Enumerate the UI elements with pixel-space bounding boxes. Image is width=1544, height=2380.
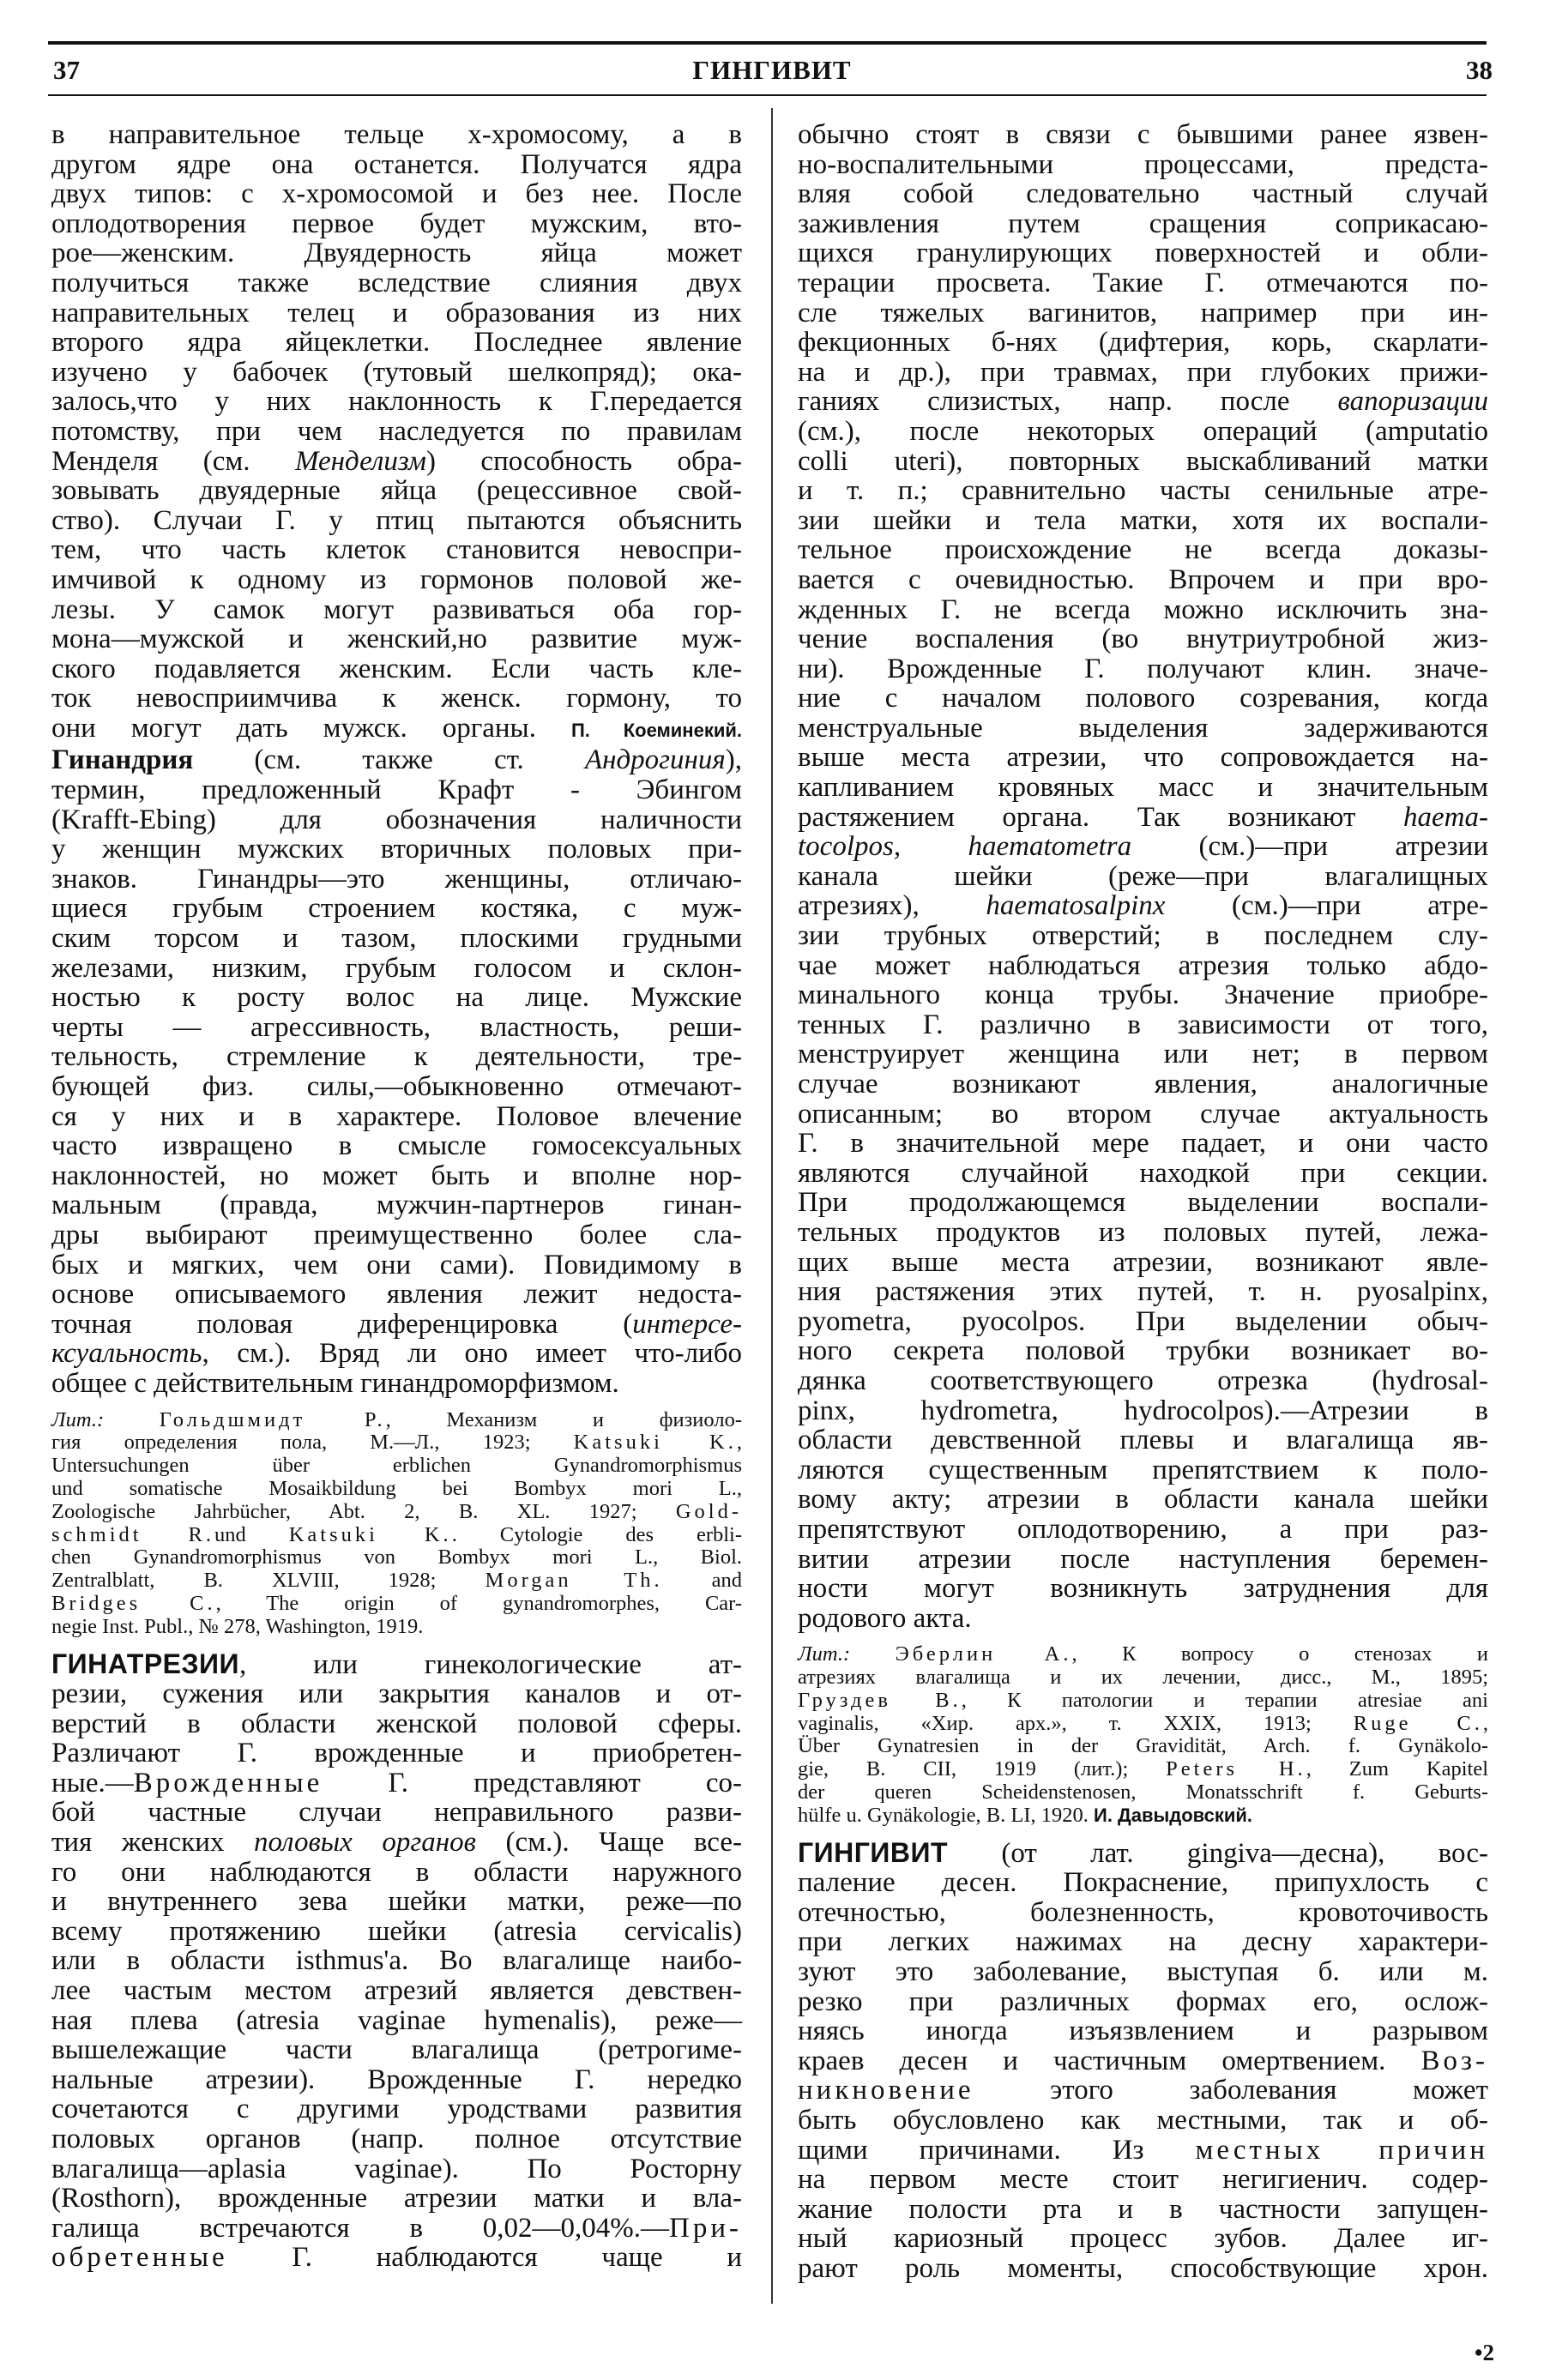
text-line: являются случайной находкой при секции.: [798, 1157, 1488, 1189]
text-line: дры выбирают преимущественно более сла-: [51, 1219, 742, 1250]
text-line: паление десен. Покраснение, припухлость с: [798, 1867, 1488, 1899]
text-line: лезы. У самок могут развиваться оба гор-: [51, 593, 742, 625]
text-line: но-воспалительными процессами, предста-: [798, 148, 1488, 180]
text-run: ганиях слизистых, напр. после: [798, 386, 1338, 418]
text-line: няясь иногда изъязвлением и разрывом: [798, 2015, 1488, 2047]
text-line: вышележащие части влагалища (ретрогиме-: [51, 2034, 742, 2066]
text-line: бых и мягких, чем они сами). Повидимому в: [51, 1249, 742, 1280]
text-line: ским торсом и тазом, плоскими грудными: [51, 923, 742, 955]
text-run: этого заболевания может: [974, 2075, 1488, 2106]
literature-line: [51, 1431, 742, 1455]
text-line: [798, 832, 1488, 862]
text-line: области девственной плевы и влагалища яв-: [798, 1425, 1488, 1456]
text-line: рое—женским. Двуядерность яйца может: [51, 238, 742, 269]
text-line: зии трубных отверстий; в последнем слу-: [798, 920, 1488, 952]
text-line: железами, низким, грубым голосом и склон-: [51, 952, 742, 984]
text-line: [51, 2243, 742, 2273]
lit-author: Эберлин А.: [895, 1642, 1072, 1666]
text-line: вляя собой следовательно частный случай: [798, 178, 1488, 210]
text-run: , К вопросу о стенозах и: [1071, 1642, 1489, 1666]
text-run: ,: [736, 1431, 742, 1455]
text-line: имчивой к одному из гормонов половой же-: [51, 563, 742, 595]
lit-author: Ruge C.: [1353, 1711, 1483, 1735]
header-rule-top: [48, 41, 1487, 45]
latin-term: haema-: [1403, 801, 1488, 833]
text-line: [798, 891, 1488, 921]
text-line: ся у них и в характере. Половое влечение: [51, 1100, 742, 1132]
text-line: препятствуют оплодотворению, а при раз-: [798, 1513, 1488, 1545]
entry-headword-gynatresia: ГИНАТРЕЗИИ: [51, 1648, 240, 1679]
text-line: минального конца трубы. Значение приобре-: [798, 979, 1488, 1011]
spaced-subheading: Врожденные: [133, 1767, 323, 1799]
text-line: (Krafft-Ebing) для обозначения наличности: [51, 804, 742, 835]
literature-line: [51, 1570, 742, 1593]
text-line: [798, 387, 1488, 417]
text-run: точная половая диференцировка (: [51, 1308, 633, 1340]
text-line: ностью к росту волос на лице. Мужские: [51, 982, 742, 1014]
text-run: ) способность обра-: [425, 445, 742, 477]
text-line: витии атрезии после наступления беремен-: [798, 1543, 1488, 1575]
text-line: бой частные случаи неправильного разви-: [51, 1797, 742, 1829]
text-run: (см.). Чаще все-: [475, 1827, 742, 1859]
text-line: [798, 1838, 1488, 1869]
text-line: на первом месте стоит негигиенич. содер-: [798, 2164, 1488, 2196]
text-line: щих выше места атрезии, возникают явле-: [798, 1246, 1488, 1278]
text-line: ние с началом полового созревания, когда: [798, 683, 1488, 714]
literature-line: Über Gynatresien in der Gravidität, Arch. f. Gynäkolo-: [798, 1734, 1488, 1758]
lit-label: Лит.:: [51, 1407, 160, 1431]
text-line: чае может наблюдаться атрезия только абдо-: [798, 949, 1488, 981]
text-line: [51, 714, 742, 746]
text-line: общее с действительным гинандроморфизмом.: [51, 1367, 619, 1399]
running-title: ГИНГИВИТ: [692, 55, 852, 85]
text-line: менструальные выделения задерживаются: [798, 712, 1488, 744]
literature-line: [798, 1805, 1488, 1828]
text-line: лее частым местом атрезий является девствен-: [51, 1975, 742, 2007]
text-line: отечностью, болезненность, кровоточивость: [798, 1896, 1488, 1928]
text-line: мона—мужской и женский,но развитие муж-: [51, 624, 742, 655]
text-line: ная плева (atresia vaginae hymenalis), реже—: [51, 2004, 742, 2036]
text-line: при легких нажимах на десну характери-: [798, 1926, 1488, 1958]
text-line: тельность, стремление к деятельности, тре-: [51, 1041, 742, 1073]
text-line: и т. п.; сравнительно часты сенильные атре-: [798, 475, 1488, 507]
literature-line: [51, 1409, 742, 1432]
text-line: ток невосприимчива к женск. гормону, то: [51, 683, 742, 714]
text-line: [798, 2046, 1488, 2076]
text-line: го они наблюдаются в области наружного: [51, 1856, 742, 1888]
text-line: половых органов (напр. полное отсутствие: [51, 2124, 742, 2154]
text-run: vaginalis, «Хир. арх.», т. XXIX, 1913;: [798, 1711, 1354, 1735]
text-run: Zoologische Jahrbücher, Abt. 2, B. XL. 1927;: [51, 1499, 676, 1523]
text-line: [51, 1828, 742, 1858]
latin-term: tocolpos, haematometra: [798, 831, 1132, 863]
lit-author: Gold-: [675, 1499, 742, 1523]
cross-reference: Менделизм: [295, 445, 426, 477]
literature-line: [798, 1643, 1488, 1666]
text-line: зуют это заболевание, выступая б. или м.: [798, 1956, 1488, 1988]
text-run: (от лат. gingiva—десна), вос-: [948, 1837, 1488, 1869]
lit-label: Лит.:: [798, 1642, 896, 1666]
text-line: менструирует женщина или нет; в первом: [798, 1039, 1488, 1070]
lit-author: Груздев В.: [798, 1688, 962, 1712]
text-line: При продолжающемся выделении воспали-: [798, 1187, 1488, 1219]
spaced-subheading: обретенные: [51, 2242, 228, 2274]
text-run: Г. представляют со-: [323, 1767, 742, 1799]
text-line: потомству, при чем наследуется по правилам: [51, 415, 742, 447]
text-line: или в области isthmus'a. Во влагалище наибо-: [51, 1945, 742, 1977]
text-line: родового акта.: [798, 1602, 972, 1634]
literature-line: [798, 1690, 1488, 1713]
cross-reference: вапоризации: [1337, 386, 1488, 418]
text-line: ляются существенным препятствием к поло-: [798, 1454, 1488, 1485]
literature-line: [51, 1524, 742, 1547]
text-line: [798, 803, 1488, 833]
text-line: двух типов: с x-хромосомой и без нее. После: [51, 178, 742, 210]
text-line: выше места атрезии, что сопровождается на-: [798, 742, 1488, 774]
text-line: тенных Г. различно в зависимости от того,: [798, 1009, 1488, 1040]
text-run: Zentralblatt, B. XLVIII, 1928;: [51, 1569, 486, 1593]
text-line: [51, 1649, 742, 1680]
text-run: , см.). Вряд ли оно имеет что-либо: [202, 1338, 742, 1370]
spaced-subheading: При-: [669, 2212, 742, 2244]
literature-line: [798, 1713, 1488, 1736]
text-line: [51, 2214, 742, 2244]
text-line: щихся гранулирующих поверхностей и обли-: [798, 238, 1488, 269]
text-line: быть обусловлено как местными, так и об-: [798, 2105, 1488, 2136]
text-line: [798, 2076, 1488, 2106]
literature-line: [51, 1593, 742, 1616]
text-run: растяжением органа. Так возникают: [798, 801, 1404, 833]
text-line: и внутреннего зева шейки матки, реже—по: [51, 1886, 742, 1918]
text-line: фекционных б-нях (дифтерия, корь, скарлати-: [798, 327, 1488, 359]
text-line: чение воспаления (во внутриутробной жиз-: [798, 624, 1488, 655]
text-line: в направительное тельце x-хромосому, а в: [51, 119, 742, 150]
text-line: сочетаются с другими уродствами развития: [51, 2094, 742, 2125]
text-line: второго ядра яйцеклетки. Последнее явление: [51, 327, 742, 359]
signature-mark: •2: [1475, 2340, 1494, 2365]
literature-line: und somatische Mosaikbildung bei Bombyx mori L.,: [51, 1476, 742, 1500]
text-line: наклонностей, но может быть и вполне нор-: [51, 1160, 742, 1191]
cross-reference: интерсе-: [632, 1308, 742, 1340]
text-line: ного секрета половой трубки возникает во-: [798, 1335, 1488, 1367]
text-line: жденных Г. не всегда можно исключить зна-: [798, 593, 1488, 625]
text-line: случае возникают явления, аналогичные: [798, 1069, 1488, 1100]
text-line: тем, что часть клеток становится невоспри-: [51, 534, 742, 566]
text-line: верстий в области женской половой сферы.: [51, 1708, 742, 1739]
text-run: тия женских: [51, 1827, 254, 1859]
spaced-subheading: никновение: [798, 2075, 974, 2106]
text-line: основе описываемого явления лежит недоста-: [51, 1279, 742, 1311]
text-run: Менделя (см.: [51, 445, 295, 477]
text-line: сле тяжелых вагинитов, например при ин-: [798, 297, 1488, 328]
text-run: and: [662, 1569, 743, 1593]
cross-reference: ксуальность: [51, 1338, 202, 1370]
text-run: щими причинами. Из: [798, 2134, 1196, 2166]
literature-line: der queren Scheidenstenosen, Monatsschrift f. Geburts-: [798, 1780, 1488, 1805]
text-run: ),: [725, 744, 742, 776]
text-line: резии, сужения или закрытия каналов и от-: [51, 1678, 742, 1710]
entry-headword-gingivitis: ГИНГИВИТ: [798, 1836, 949, 1868]
text-line: [51, 447, 742, 477]
text-line: вается с очевидностью. Впрочем и при вро-: [798, 563, 1488, 595]
page-number-right: 38: [1466, 55, 1493, 85]
lit-author: Peters H.: [1166, 1757, 1306, 1781]
text-run: краев десен и частичным омертвением.: [798, 2045, 1421, 2076]
text-line: описанным; во втором случае актуальность: [798, 1098, 1488, 1130]
text-line: канала шейки (реже—при влагалищных: [798, 860, 1488, 892]
text-line: ный кариозный процесс зубов. Далее иг-: [798, 2223, 1488, 2255]
text-line: получиться также вследствие слияния двух: [51, 267, 742, 298]
text-line: всему протяжению шейки (atresia cervicalis): [51, 1915, 742, 1947]
text-line: бующей физ. силы,—обыкновенно отмечают-: [51, 1071, 742, 1102]
lit-author: Katsuki K.: [288, 1522, 452, 1546]
text-run: , The origin of gynandromorphes, Car-: [215, 1591, 742, 1615]
text-line: щиеся грубым строением костяка, с муж-: [51, 893, 742, 925]
lit-author: schmidt R.: [51, 1522, 214, 1546]
entry-headword-gynandria: Гинандрия: [51, 744, 194, 776]
text-line: направительных телец и образования из них: [51, 297, 742, 328]
text-line: на и др.), при травмах, при глубоких прижи-: [798, 356, 1488, 388]
text-run: (см.)—при атрезии: [1131, 831, 1488, 863]
text-run: . Cytologie des erbli-: [451, 1522, 742, 1546]
text-line: [51, 1768, 742, 1799]
left-column: [51, 120, 742, 2273]
text-line: обычно стоят в связи с бывшими ранее язвен-: [798, 119, 1488, 150]
text-line: [798, 2136, 1488, 2166]
text-run: hülfe u. Gynäkologie, B. LI, 1920.: [798, 1803, 1094, 1827]
text-line: pinx, hydrometra, hydrocolpos).—Атрезии в: [798, 1395, 1488, 1426]
text-line: зии шейки и тела матки, хотя их воспали-: [798, 504, 1488, 536]
cross-reference: Андрогиния: [584, 744, 726, 776]
text-line: часто извращено в смысле гомосексуальных: [51, 1130, 742, 1162]
text-run: , Zum Kapitel: [1306, 1757, 1488, 1781]
text-line: залось,что у них наклонность к Г.передается: [51, 386, 742, 418]
text-line: заживления путем сращения соприкасаю-: [798, 208, 1488, 239]
text-line: дянка соответствующего отрезка (hydrosal-: [798, 1365, 1488, 1396]
header-rule-bottom: [48, 94, 1487, 96]
text-run: , Механизм и физиоло-: [385, 1407, 742, 1431]
literature-line: [51, 1501, 742, 1524]
text-run: атрезиях),: [798, 890, 986, 922]
text-run: ,: [1482, 1711, 1488, 1735]
text-run: (см. также ст.: [193, 744, 585, 776]
text-line: pyometra, pyocolpos. При выделении обыч-: [798, 1305, 1488, 1337]
text-run: gie, B. CII, 1919 (лит.);: [798, 1757, 1167, 1781]
text-line: влагалища—aplasia vaginae). По Росторну: [51, 2153, 742, 2184]
literature-line: chen Gynandromorphismus von Bombyx mori L., Biol.: [51, 1545, 742, 1570]
column-divider: [771, 108, 773, 2304]
text-line: Г. в значительной мере падает, и они часто: [798, 1128, 1488, 1160]
text-line: [51, 1339, 742, 1369]
text-line: вому акту; атрезии в области канала шейки: [798, 1484, 1488, 1515]
text-run: ные.—: [51, 1767, 134, 1799]
right-column: [798, 120, 1488, 2284]
text-run: Г. наблюдаются чаще и: [227, 2242, 742, 2274]
text-line: знаков. Гинандры—это женщины, отличаю-: [51, 863, 742, 895]
page-number-left: 37: [53, 55, 80, 85]
text-line: ского подавляется женским. Если часть кле-: [51, 653, 742, 684]
literature-line: negie Inst. Publ., № 278, Washington, 1919.: [51, 1614, 424, 1638]
text-line: тельных продуктов из половых путей, лежа-: [798, 1216, 1488, 1248]
spaced-subheading: местных причин: [1195, 2134, 1488, 2166]
text-line: капливанием кровяных масс и значительным: [798, 772, 1488, 804]
cross-reference: половых органов: [253, 1827, 476, 1859]
latin-term: haematosalpinx: [986, 890, 1166, 922]
text-line: ни). Врожденные Г. получают клин. значе-: [798, 653, 1488, 684]
text-line: ности могут возникнуть затруднения для: [798, 1573, 1488, 1605]
text-line: Различают Г. врожденные и приобретен-: [51, 1738, 742, 1769]
spaced-subheading: Воз-: [1420, 2045, 1488, 2076]
text-line: термин, предложенный Крафт - Эбингом: [51, 774, 742, 806]
text-line: colli uteri), повторных выскабливаний матки: [798, 445, 1488, 477]
lit-author: Morgan Th.: [485, 1569, 663, 1593]
text-run: , или гинекологические ат-: [239, 1648, 742, 1680]
text-run: und: [214, 1522, 289, 1546]
article-author: П. Коеминекий.: [570, 719, 743, 741]
text-run: они могут дать мужск. органы.: [51, 712, 571, 744]
literature-line: [798, 1758, 1488, 1781]
text-line: жание полости рта и в частности запущен-: [798, 2193, 1488, 2225]
literature-line: атрезиях влагалища и их лечении, дисс., М., 1895;: [798, 1666, 1488, 1690]
lit-author: Katsuki K.: [573, 1431, 737, 1455]
text-line: [51, 745, 742, 775]
article-author: И. Давыдовский.: [1094, 1804, 1253, 1826]
lit-author: Bridges C.: [51, 1591, 216, 1615]
text-run: , К патологии и терапии atresiae ani: [961, 1688, 1488, 1712]
text-run: галища встречаются в 0,02—0,04%.—: [51, 2212, 670, 2244]
text-line: рают роль моменты, способствующие хрон.: [798, 2252, 1488, 2284]
text-line: мальным (правда, мужчин-партнеров гинан-: [51, 1190, 742, 1221]
text-line: зовывать двуядерные яйца (рецессивное свой-: [51, 475, 742, 507]
text-line: у женщин мужских вторичных половых при-: [51, 834, 742, 865]
text-line: нальные атрезии). Врожденные Г. нередко: [51, 2064, 742, 2095]
text-line: (см.), после некоторых операций (amputatio: [798, 415, 1488, 447]
text-line: (Rosthorn), врожденные атрезии матки и вла-: [51, 2183, 742, 2214]
text-line: ство). Случаи Г. у птиц пытаются объяснить: [51, 504, 742, 536]
text-run: гия определения пола, М.—Л., 1923;: [51, 1431, 574, 1455]
text-line: другом ядре она останется. Получатся ядра: [51, 148, 742, 180]
text-line: ния растяжения этих путей, т. н. pyosalpinx,: [798, 1276, 1488, 1308]
text-line: терации просвета. Такие Г. отмечаются по-: [798, 267, 1488, 298]
text-run: (см.)—при атре-: [1165, 890, 1488, 922]
text-line: оплодотворения первое будет мужским, вто-: [51, 208, 742, 239]
literature-line: Untersuchungen über erblichen Gynandromorphismus: [51, 1454, 742, 1478]
text-line: черты — агрессивность, властность, реши-: [51, 1011, 742, 1043]
text-line: резко при различных формах его, ослож-: [798, 1985, 1488, 2017]
lit-author: Гольдшмидт Р.: [159, 1407, 386, 1431]
text-line: [51, 1310, 742, 1340]
text-line: изучено у бабочек (тутовый шелкопряд); ока-: [51, 356, 742, 388]
text-line: тельное происхождение не всегда доказы-: [798, 534, 1488, 566]
